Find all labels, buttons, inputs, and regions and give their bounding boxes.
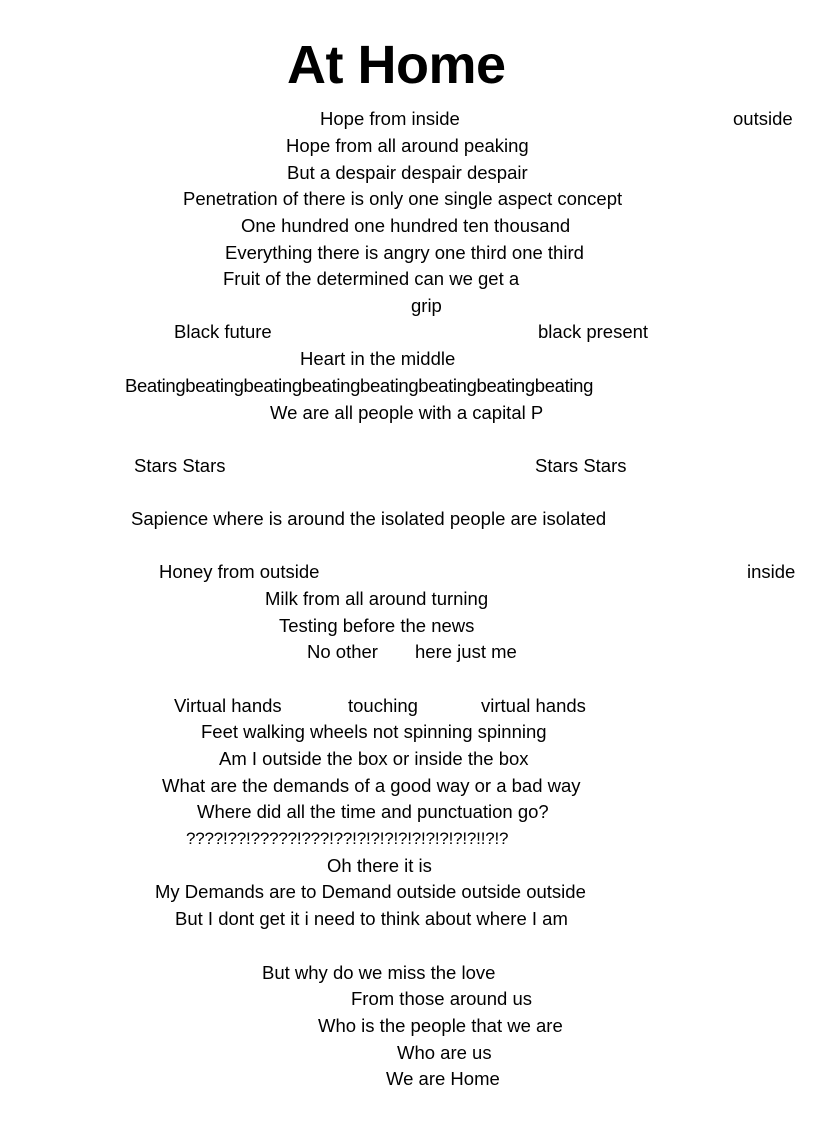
poem-line: Hope from inside bbox=[320, 108, 460, 129]
poem-line: What are the demands of a good way or a bad way bbox=[162, 775, 581, 796]
poem-line: Virtual hands bbox=[174, 695, 282, 716]
poem-line: outside bbox=[733, 108, 793, 129]
poem-line: black present bbox=[538, 321, 649, 342]
poem-line: We are Home bbox=[386, 1068, 500, 1089]
poem-line: My Demands are to Demand outside outside outside bbox=[155, 881, 586, 902]
poem-line: virtual hands bbox=[481, 695, 586, 716]
poem-line: One hundred one hundred ten thousand bbox=[241, 215, 571, 236]
poem-line: Fruit of the determined can we get a bbox=[223, 268, 520, 289]
poem-line: Stars Stars bbox=[134, 455, 226, 476]
poem-line: Feet walking wheels not spinning spinning bbox=[201, 721, 547, 742]
poem-line: Milk from all around turning bbox=[265, 588, 489, 609]
poem-line: But why do we miss the love bbox=[262, 962, 496, 983]
poem-line: Who is the people that we are bbox=[318, 1015, 563, 1036]
poem-line: But a despair despair despair bbox=[287, 162, 528, 183]
poem-line: Beatingbeatingbeatingbeatingbeatingbeatingbeatingbeating bbox=[125, 375, 594, 396]
poem-line: inside bbox=[747, 561, 796, 582]
poem-line: Honey from outside bbox=[159, 561, 320, 582]
poem-line: We are all people with a capital P bbox=[270, 402, 544, 423]
poem-line: ????!??!?????!???!??!?!?!?!?!?!?!?!?!?!!?!? bbox=[186, 829, 509, 848]
poem-line: touching bbox=[348, 695, 418, 716]
poem-line: No other bbox=[307, 641, 378, 662]
poem-line: Stars Stars bbox=[535, 455, 627, 476]
poem-title: At Home bbox=[287, 35, 506, 95]
poem-line: here just me bbox=[415, 641, 517, 662]
poem-line: Oh there it is bbox=[327, 855, 432, 876]
poem-line: grip bbox=[411, 295, 442, 316]
poem-line: Testing before the news bbox=[279, 615, 475, 636]
poem-line: Sapience where is around the isolated people are isolated bbox=[131, 508, 607, 529]
poem-line: From those around us bbox=[351, 988, 532, 1009]
poem-line: Hope from all around peaking bbox=[286, 135, 529, 156]
poem-line: Where did all the time and punctuation go? bbox=[197, 801, 549, 822]
poem-line: Am I outside the box or inside the box bbox=[219, 748, 529, 769]
poem-line: Everything there is angry one third one third bbox=[225, 242, 584, 263]
poem-line: Who are us bbox=[397, 1042, 492, 1063]
poem-line: Heart in the middle bbox=[300, 348, 456, 369]
poem-line: Black future bbox=[174, 321, 272, 342]
poem-line: Penetration of there is only one single aspect concept bbox=[183, 188, 623, 209]
poem-line: But I dont get it i need to think about where I am bbox=[175, 908, 568, 929]
